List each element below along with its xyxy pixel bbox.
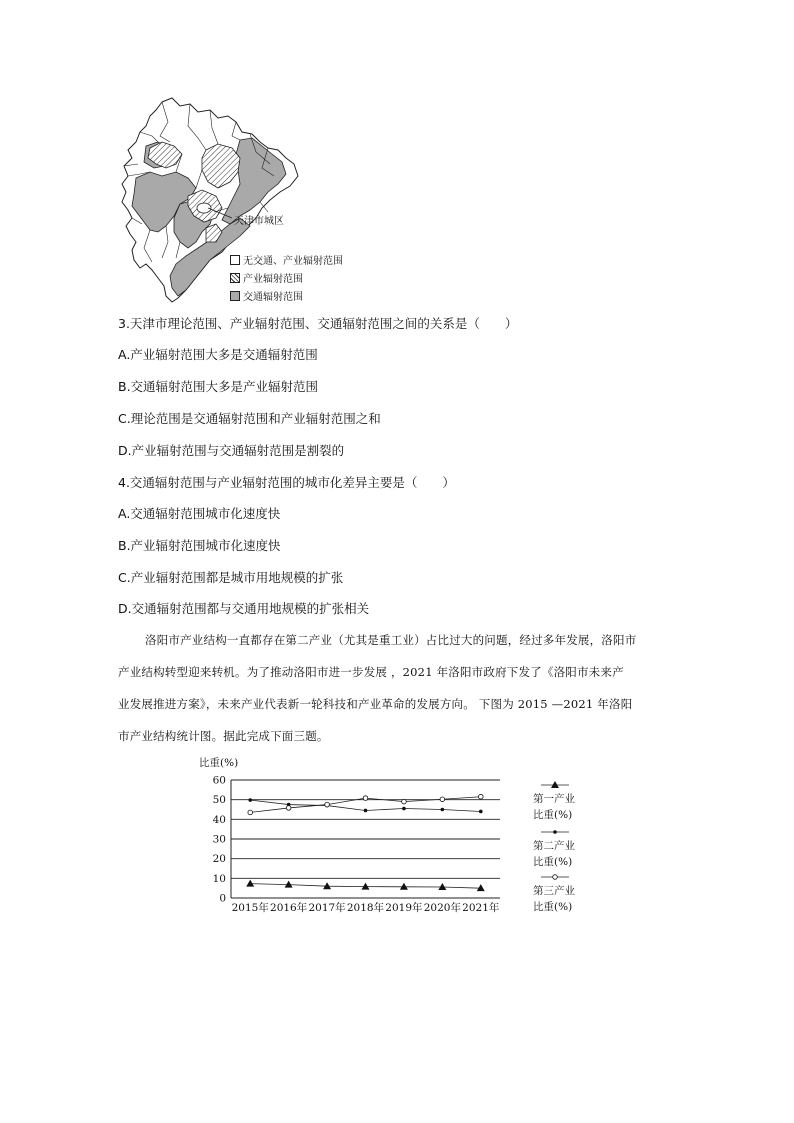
legend-label: 产业辐射范围: [243, 274, 303, 285]
legend-label: 交通辐射范围: [243, 292, 303, 303]
data-point-series-3: [248, 810, 253, 815]
data-point-series-2: [441, 808, 445, 812]
data-point-series-1: [400, 883, 408, 890]
legend-marker: [553, 875, 558, 880]
legend-marker: [553, 830, 557, 834]
passage-line-1: 洛阳市产业结构一直都存在第二产业（尤其是重工业）占比过大的问题，经过多年发展，洛阳市: [145, 633, 637, 647]
legend-swatch-gray: [230, 291, 240, 301]
data-point-series-3: [325, 802, 330, 807]
tianjin-map-figure: [110, 92, 370, 307]
data-point-series-2: [364, 809, 368, 813]
passage-line-3: 业发展推进方案》，未来产业代表新一轮科技和产业革命的发展方向。 下图为 2015 —2021 年洛阳: [118, 697, 633, 711]
question-3-option-d: D.产业辐射范围与交通辐射范围是割裂的: [118, 443, 345, 458]
question-3-option-b: B.交通辐射范围大多是产业辐射范围: [118, 379, 319, 394]
legend-label: 无交通、产业辐射范围: [243, 256, 343, 267]
data-point-series-3: [402, 799, 407, 804]
industry-structure-chart: [195, 752, 605, 924]
legend-item-transport: [230, 288, 343, 303]
y-tick-label: 10: [212, 872, 226, 885]
question-4-option-a: A.交通辐射范围城市化速度快: [118, 506, 281, 521]
legend-label: 比重(%): [533, 809, 573, 821]
data-point-series-1: [246, 880, 254, 887]
data-point-series-1: [285, 881, 293, 888]
x-tick-label: 2020年: [423, 902, 461, 914]
data-point-series-2: [402, 807, 406, 811]
legend-label: 第二产业: [533, 840, 575, 852]
question-4-stem: 4.交通辐射范围与产业辐射范围的城市化差异主要是（ ）: [118, 475, 455, 490]
legend-marker: [551, 781, 559, 788]
x-tick-label: 2015年: [231, 902, 269, 914]
legend-label: 比重(%): [533, 856, 573, 868]
x-tick-label: 2019年: [385, 902, 423, 914]
data-point-series-1: [477, 884, 485, 891]
city-label: 天津市城区: [234, 216, 284, 227]
x-tick-label: 2016年: [270, 902, 308, 914]
data-point-series-1: [362, 883, 370, 890]
question-3-option-a: A.产业辐射范围大多是交通辐射范围: [118, 347, 318, 362]
question-4-option-b: B.产业辐射范围城市化速度快: [118, 538, 281, 553]
question-3-stem: 3.天津市理论范围、产业辐射范围、交通辐射范围之间的关系是（ ）: [118, 316, 518, 331]
y-tick-label: 30: [212, 833, 226, 846]
y-tick-label: 40: [212, 813, 226, 826]
x-tick-label: 2017年: [308, 902, 346, 914]
data-point-series-3: [440, 797, 445, 802]
passage-line-2: 产业结构转型迎来转机。为了推动洛阳市进一步发展 ，2021 年洛阳市政府下发了《洛阳市未来产: [118, 665, 624, 679]
data-point-series-3: [286, 806, 291, 811]
data-point-series-3: [363, 796, 368, 801]
y-tick-label: 20: [212, 853, 226, 866]
legend-label: 第一产业: [533, 793, 575, 805]
y-tick-label: 0: [219, 892, 226, 905]
legend-item-none: [230, 252, 343, 267]
legend-item-industry: [230, 270, 343, 285]
y-axis-title: 比重(%): [199, 757, 239, 769]
question-3-option-c: C.理论范围是交通辐射范围和产业辐射范围之和: [118, 411, 381, 426]
legend-swatch-hatch: [230, 273, 240, 283]
y-tick-label: 50: [212, 794, 226, 807]
passage-line-4: 市产业结构统计图。据此完成下面三题。: [118, 729, 329, 743]
y-tick-label: 60: [212, 774, 226, 787]
question-4-option-c: C.产业辐射范围都是城市用地规模的扩张: [118, 570, 344, 585]
data-point-series-2: [479, 810, 483, 814]
legend-label: 第三产业: [533, 885, 575, 897]
x-tick-label: 2018年: [346, 902, 385, 914]
legend-label: 比重(%): [533, 901, 573, 913]
legend-swatch-none: [230, 255, 240, 265]
data-point-series-3: [478, 794, 483, 799]
data-point-series-2: [248, 798, 252, 802]
question-4-option-d: D.交通辐射范围都与交通用地规模的扩张相关: [118, 601, 370, 616]
x-tick-label: 2021年: [462, 902, 500, 914]
data-point-series-1: [438, 883, 446, 890]
map-legend: [230, 252, 343, 303]
